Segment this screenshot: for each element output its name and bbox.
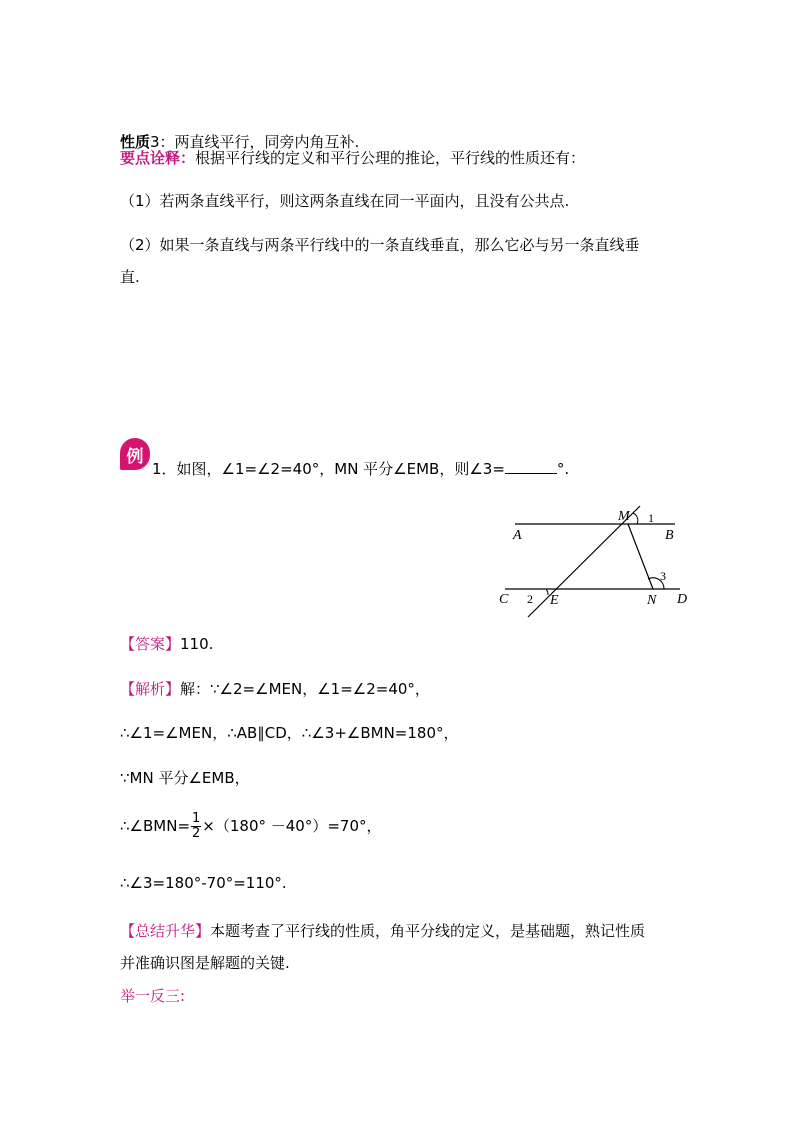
fraction-numerator: 1 (192, 811, 201, 826)
label-2: 2 (527, 592, 533, 606)
key-point-2-line-2: 直. (120, 268, 140, 286)
property-3-text: 3：两直线平行，同旁内角互补. (150, 133, 360, 151)
label-b: B (665, 528, 674, 543)
example-badge: 例 (120, 438, 150, 470)
answer (120, 633, 213, 655)
analysis-label: 【解析】 (120, 680, 181, 698)
label-c: C (499, 592, 509, 607)
fraction-denominator: 2 (192, 826, 201, 841)
fraction-one-half (191, 812, 201, 841)
label-e: E (550, 593, 559, 608)
property-3-label: 性质 (120, 133, 151, 151)
example-question-before: 1．如图，∠1=∠2=40°，MN 平分∠EMB，则∠3= (152, 460, 505, 478)
example-question (152, 458, 569, 480)
answer-text: 110. (180, 635, 214, 653)
label-m: M (618, 509, 630, 524)
analysis-text-1: 解：∵∠2=∠MEN，∠1=∠2=40°， (180, 680, 430, 698)
key-point-2-line-1: （2）如果一条直线与两条平行线中的一条直线垂直，那么它必与另一条直线垂 (120, 236, 640, 254)
practice-label: 举一反三: (120, 987, 186, 1005)
analysis-line-2: ∴∠1=∠MEN，∴AB∥CD，∴∠3+∠BMN=180°， (120, 724, 459, 742)
summary-label: 【总结升华】 (120, 922, 211, 940)
key-point-1: （1）若两条直线平行，则这两条直线在同一平面内，且没有公共点. (120, 192, 570, 210)
key-points-heading (120, 147, 585, 169)
parallel-lines-figure (490, 500, 700, 620)
label-3: 3 (660, 569, 666, 583)
label-1: 1 (648, 511, 654, 525)
analysis-line-3: ∵MN 平分∠EMB， (120, 769, 250, 787)
label-a: A (513, 528, 522, 543)
analysis-line-4-before: ∴∠BMN= (120, 817, 191, 835)
key-points-label: 要点诠释： (120, 149, 196, 167)
answer-label: 【答案】 (120, 635, 181, 653)
example-question-after: °. (556, 460, 570, 478)
analysis-line-1 (120, 678, 430, 700)
label-n: N (647, 593, 657, 608)
label-d: D (677, 592, 688, 607)
analysis-line-5: ∴∠3=180°-70°=110°. (120, 874, 287, 892)
angle-1-arc (633, 513, 638, 524)
key-points-text: 根据平行线的定义和平行公理的推论，平行线的性质还有： (195, 149, 586, 167)
summary-line-1 (120, 920, 645, 942)
analysis-line-4-after: ×（180° －40°）=70°， (202, 817, 382, 835)
summary-line-2: 并准确识图是解题的关键. (120, 954, 290, 972)
summary-text-1: 本题考查了平行线的性质，角平分线的定义，是基础题，熟记性质 (210, 922, 646, 940)
segment-mn (628, 524, 653, 589)
answer-blank (505, 459, 557, 474)
angle-2-arc (546, 589, 548, 595)
analysis-line-4 (120, 812, 382, 841)
